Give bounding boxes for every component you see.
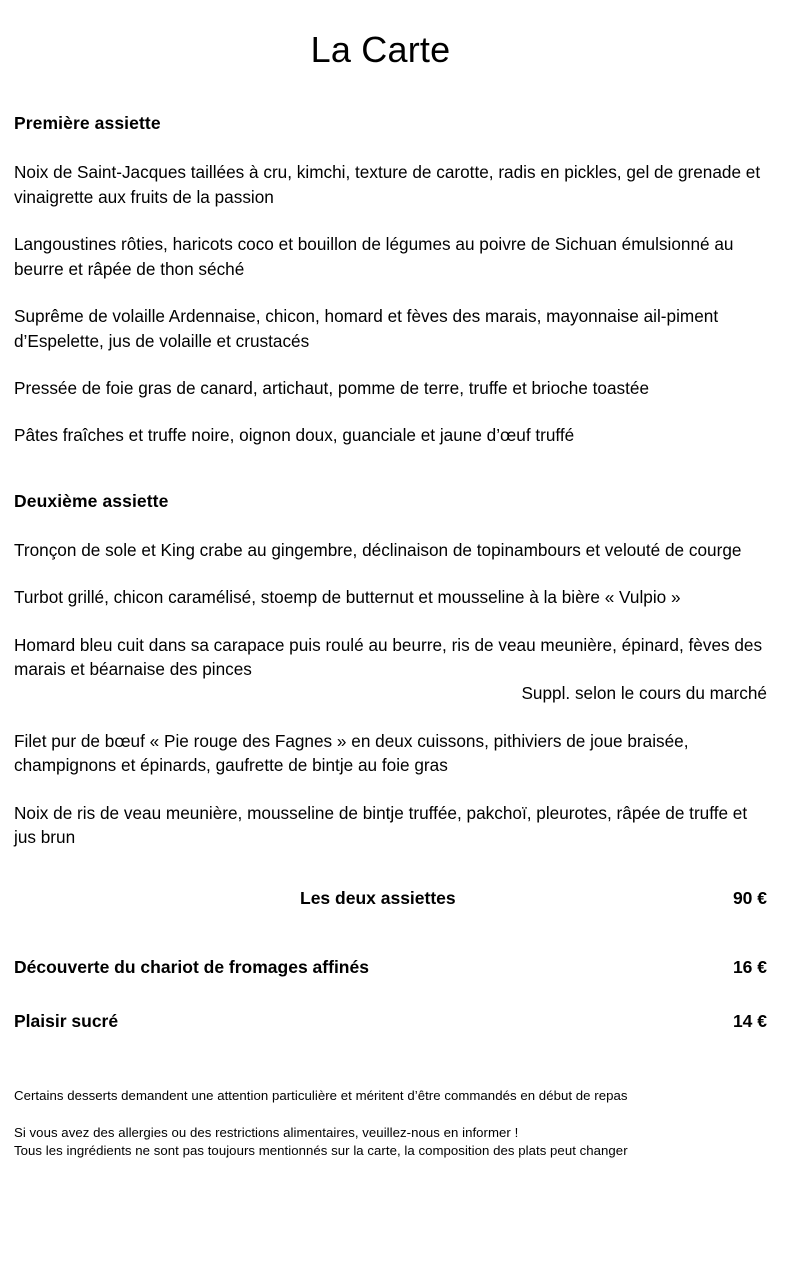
dish-item <box>14 633 767 706</box>
price-label: Plaisir sucré <box>14 1010 119 1031</box>
dish-item: Tronçon de sole et King crabe au gingembre, déclinaison de topinambours et velouté de courge <box>14 539 742 560</box>
dish-item: Pâtes fraîches et truffe noire, oignon doux, guanciale et jaune d’œuf truffé <box>14 425 575 446</box>
price-value: 90 € <box>732 887 767 908</box>
price-label: Découverte du chariot de fromages affinés <box>14 956 369 977</box>
section-heading-second-course: Deuxième assiette <box>14 490 169 511</box>
dish-item: Turbot grillé, chicon caramélisé, stoemp de butternut et mousseline à la bière « Vulpio » <box>14 587 681 608</box>
dish-item: Noix de Saint-Jacques taillées à cru, kimchi, texture de carotte, radis en pickles, gel de grenade et vinaigrette aux fruits de la passion <box>14 162 761 207</box>
footnote-desserts: Certains desserts demandent une attention particulière et méritent d’être commandés en début de repas <box>14 1087 628 1103</box>
section-heading-first-course: Première assiette <box>14 113 161 134</box>
price-row <box>14 957 767 978</box>
dish-supplement-note: Suppl. selon le cours du marché <box>521 683 767 704</box>
footnote-allergies-line-1: Si vous avez des allergies ou des restrictions alimentaires, veuillez-nous en informer ! <box>14 1124 519 1140</box>
dish-item: Pressée de foie gras de canard, artichaut, pomme de terre, truffe et brioche toastée <box>14 377 650 398</box>
dish-item: Noix de ris de veau meunière, mousseline de bintje truffée, pakchoï, pleurotes, râpée de truffe et jus brun <box>14 802 748 848</box>
price-label: Les deux assiettes <box>300 887 456 908</box>
dish-item: Suprême de volaille Ardennaise, chicon, homard et fèves des marais, mayonnaise ail-piment d’Espelette, jus de volaille et crustacés <box>14 306 719 351</box>
price-value: 14 € <box>732 1010 767 1031</box>
price-value: 16 € <box>732 956 767 977</box>
footnote-allergies-line-2: Tous les ingrédients ne sont pas toujours mentionnés sur la carte, la composition des plats peut changer <box>14 1143 628 1158</box>
dish-item: Filet pur de bœuf « Pie rouge des Fagnes » en deux cuissons, pithiviers de joue braisée, champignons et épinards, gaufrette de bintje au foie gras <box>14 730 689 776</box>
price-list <box>14 888 767 1032</box>
price-row <box>14 888 767 909</box>
dish-list-first-course <box>14 160 767 447</box>
footnotes <box>14 1087 767 1161</box>
dish-list-second-course <box>14 538 767 850</box>
footnote-allergies <box>14 1124 767 1160</box>
page-title: La Carte <box>310 29 451 70</box>
price-row <box>14 1011 767 1032</box>
dish-description: Homard bleu cuit dans sa carapace puis roulé au beurre, ris de veau meunière, épinard, fèves des marais et béarnaise des pinces <box>14 634 763 680</box>
dish-item: Langoustines rôties, haricots coco et bouillon de légumes au poivre de Sichuan émulsionné au beurre et râpée de thon séché <box>14 234 734 279</box>
